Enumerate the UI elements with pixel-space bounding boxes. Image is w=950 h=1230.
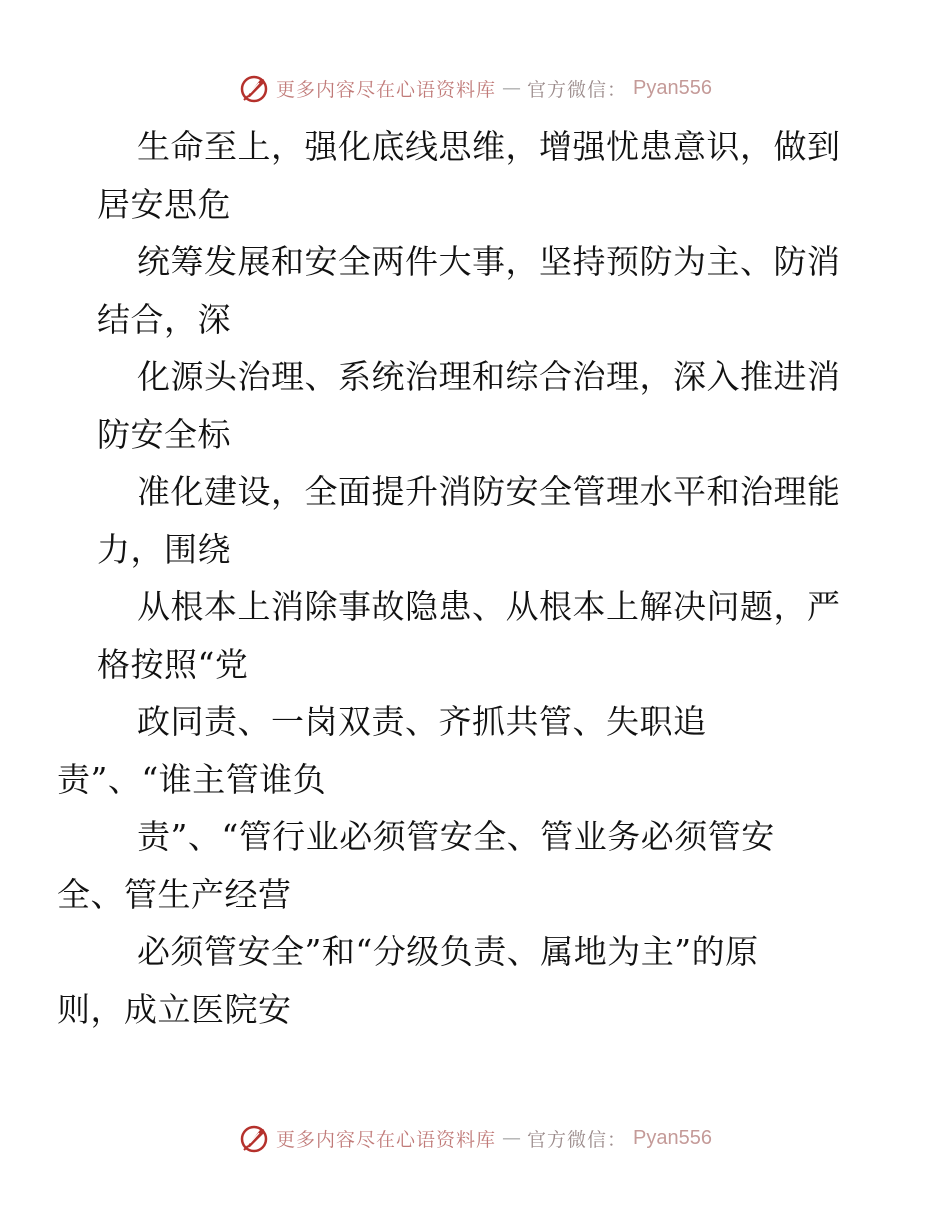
paragraph — [97, 233, 857, 348]
paragraph — [97, 463, 857, 578]
paragraph-line-2: 则，成立医院安 — [57, 989, 292, 1029]
header-site-text: 更多内容尽在心语资料库 — [276, 78, 497, 101]
paragraph — [97, 118, 857, 233]
paragraph-line-1: 生命至上，强化底线思维，增强忧患意识，做到 — [137, 127, 841, 166]
paragraph-line-2: 居安思危 — [97, 184, 231, 224]
header-wechat-id: Pyan556 — [633, 76, 712, 99]
document-body — [57, 118, 857, 1038]
paragraph-line-1: 责”、“管行业必须管安全、管业务必须管安 — [137, 817, 775, 856]
footer-wechat-label: 官方微信： — [527, 1128, 628, 1151]
paragraph — [97, 578, 857, 693]
page-header — [0, 72, 950, 104]
paragraph-line-1: 化源头治理、系统治理和综合治理，深入推进消 — [137, 357, 841, 396]
paragraph-line-2: 格按照“党 — [97, 644, 249, 684]
feather-pen-logo-icon — [238, 1122, 270, 1154]
paragraph-line-1: 统筹发展和安全两件大事，坚持预防为主、防消 — [137, 242, 841, 281]
paragraph — [57, 923, 857, 1038]
footer-site-text: 更多内容尽在心语资料库 — [276, 1128, 497, 1151]
paragraph-line-2: 全、管生产经营 — [57, 874, 292, 914]
page-footer — [0, 1122, 950, 1154]
footer-wechat-id: Pyan556 — [633, 1126, 712, 1149]
footer-banner — [238, 1122, 712, 1154]
paragraph — [57, 693, 857, 808]
paragraph-line-2: 防安全标 — [97, 414, 231, 454]
paragraph-line-1: 准化建设，全面提升消防安全管理水平和治理能 — [137, 472, 841, 511]
header-dash: — — [502, 77, 522, 99]
paragraph-line-2: 结合，深 — [97, 299, 231, 339]
paragraph-line-1: 从根本上消除事故隐患、从根本上解决问题，严 — [137, 587, 841, 626]
paragraph — [57, 808, 857, 923]
header-wechat-label: 官方微信： — [527, 78, 628, 101]
footer-dash: — — [502, 1127, 522, 1149]
header-banner — [238, 72, 712, 104]
feather-pen-logo-icon — [238, 72, 270, 104]
paragraph-line-1: 政同责、一岗双责、齐抓共管、失职追 — [137, 702, 707, 741]
paragraph-line-1: 必须管安全”和“分级负责、属地为主”的原 — [137, 932, 759, 971]
paragraph-line-2: 责”、“谁主管谁负 — [57, 759, 327, 799]
paragraph — [97, 348, 857, 463]
paragraph-line-2: 力，围绕 — [97, 529, 231, 569]
